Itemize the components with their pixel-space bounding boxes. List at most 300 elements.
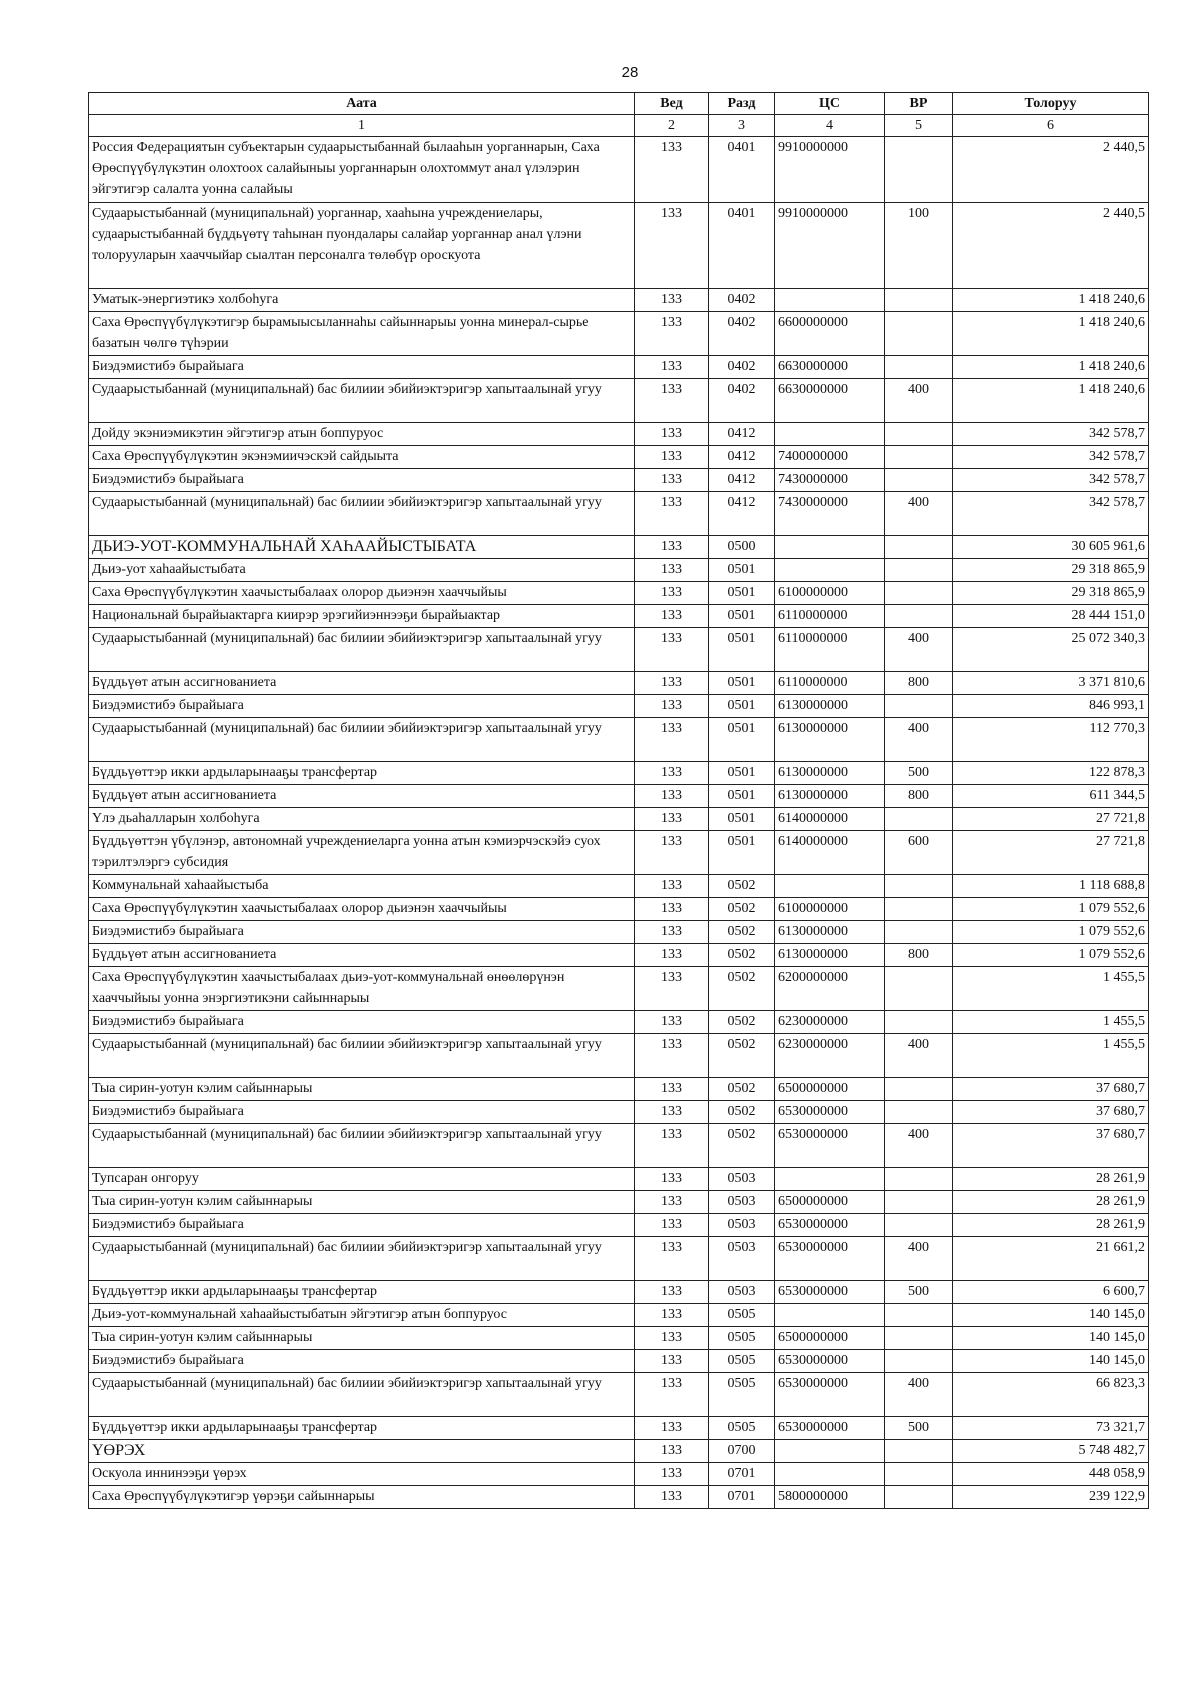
row-amount-cell: 1 079 552,6 (953, 921, 1149, 944)
row-ved-cell: 133 (635, 808, 709, 831)
row-amount-cell: 140 145,0 (953, 1350, 1149, 1373)
row-razd-cell: 0501 (709, 605, 775, 628)
row-name-cell: Саха Өрөспүүбүлүкэтигэр үөрэҕи сайыннарыы (89, 1486, 635, 1509)
row-vr-cell: 400 (885, 492, 953, 536)
row-ved-cell: 133 (635, 762, 709, 785)
row-razd-cell: 0701 (709, 1486, 775, 1509)
header-name: Аата (89, 93, 635, 115)
row-amount-cell: 342 578,7 (953, 423, 1149, 446)
row-name-cell: Бүддьүөт атын ассигнованиета (89, 944, 635, 967)
row-name-cell: Биэдэмистибэ бырайыага (89, 1101, 635, 1124)
row-cs-cell: 7430000000 (775, 469, 885, 492)
row-cs-cell: 6130000000 (775, 785, 885, 808)
row-name-cell: Биэдэмистибэ бырайыага (89, 695, 635, 718)
row-amount-cell: 2 440,5 (953, 203, 1149, 289)
row-razd-cell: 0501 (709, 628, 775, 672)
row-name-cell: Бүддьүөт атын ассигнованиета (89, 785, 635, 808)
row-name-cell: Биэдэмистибэ бырайыага (89, 921, 635, 944)
row-amount-cell: 37 680,7 (953, 1078, 1149, 1101)
row-razd-cell: 0412 (709, 423, 775, 446)
row-razd-cell: 0501 (709, 762, 775, 785)
column-number: 4 (775, 115, 885, 137)
row-amount-cell: 611 344,5 (953, 785, 1149, 808)
row-name-cell: Судаарыстыбаннай (муниципальнай) бас билиии эбийиэктэригэр хапытаалынай угуу (89, 628, 635, 672)
row-razd-cell: 0500 (709, 536, 775, 559)
row-ved-cell: 133 (635, 921, 709, 944)
row-name-cell: Судаарыстыбаннай (муниципальнай) бас билиии эбийиэктэригэр хапытаалынай угуу (89, 492, 635, 536)
row-razd-cell: 0401 (709, 137, 775, 203)
row-name-cell: Россия Федерациятын субъектарын судаарыстыбаннай былааһын уорганнарын, Саха Өрөспүүбүлүкэтин олохтоох салайыныы уорганнарын олохтоммут анал үлэлэрин эйгэтигэр салалта уонна салайыы (89, 137, 635, 203)
row-ved-cell: 133 (635, 1327, 709, 1350)
row-name-cell: Тыа сирин-уотун кэлим сайыннарыы (89, 1078, 635, 1101)
row-vr-cell (885, 695, 953, 718)
table-row (89, 831, 1149, 875)
row-ved-cell: 133 (635, 446, 709, 469)
row-razd-cell: 0503 (709, 1237, 775, 1281)
row-amount-cell: 1 418 240,6 (953, 312, 1149, 356)
row-vr-cell (885, 1440, 953, 1463)
row-ved-cell: 133 (635, 1191, 709, 1214)
row-razd-cell: 0502 (709, 1034, 775, 1078)
row-name-cell: Судаарыстыбаннай (муниципальнай) бас билиии эбийиэктэригэр хапытаалынай угуу (89, 718, 635, 762)
row-cs-cell: 6230000000 (775, 1011, 885, 1034)
row-amount-cell: 27 721,8 (953, 831, 1149, 875)
row-ved-cell: 133 (635, 1011, 709, 1034)
row-vr-cell (885, 1327, 953, 1350)
row-ved-cell: 133 (635, 1304, 709, 1327)
row-name-cell: Оскуола иннинээҕи үөрэх (89, 1463, 635, 1486)
row-amount-cell: 1 455,5 (953, 1011, 1149, 1034)
row-cs-cell: 6100000000 (775, 582, 885, 605)
row-name-cell: Тупсаран онгоруу (89, 1168, 635, 1191)
row-cs-cell: 6530000000 (775, 1417, 885, 1440)
column-number: 6 (953, 115, 1149, 137)
row-amount-cell: 140 145,0 (953, 1327, 1149, 1350)
row-razd-cell: 0505 (709, 1327, 775, 1350)
row-cs-cell: 6130000000 (775, 944, 885, 967)
table-row (89, 559, 1149, 582)
row-vr-cell: 400 (885, 718, 953, 762)
header-vr: ВР (885, 93, 953, 115)
row-cs-cell: 6530000000 (775, 1281, 885, 1304)
row-vr-cell (885, 536, 953, 559)
row-ved-cell: 133 (635, 379, 709, 423)
row-razd-cell: 0402 (709, 312, 775, 356)
row-amount-cell: 122 878,3 (953, 762, 1149, 785)
row-name-cell: Судаарыстыбаннай (муниципальнай) уорганнар, хааһына учреждениелары, судаарыстыбаннай бүддьүөтү таһынан пуондалары салайар уорганнар анал үлэни толорууларын хааччыйар сыалтан персоналга төлөбүр ороскуота (89, 203, 635, 289)
table-row (89, 203, 1149, 289)
row-vr-cell (885, 1486, 953, 1509)
row-cs-cell (775, 423, 885, 446)
row-amount-cell: 1 079 552,6 (953, 898, 1149, 921)
row-vr-cell (885, 1350, 953, 1373)
table-row (89, 1486, 1149, 1509)
row-ved-cell: 133 (635, 1124, 709, 1168)
row-amount-cell: 140 145,0 (953, 1304, 1149, 1327)
row-razd-cell: 0402 (709, 379, 775, 423)
row-ved-cell: 133 (635, 1281, 709, 1304)
row-vr-cell (885, 356, 953, 379)
column-number: 2 (635, 115, 709, 137)
row-ved-cell: 133 (635, 1034, 709, 1078)
table-row (89, 1011, 1149, 1034)
row-amount-cell: 342 578,7 (953, 446, 1149, 469)
row-cs-cell (775, 289, 885, 312)
row-razd-cell: 0412 (709, 469, 775, 492)
row-name-cell: Дьиэ-уот-коммунальнай хаһаайыстыбатын эйгэтигэр атын боппуруос (89, 1304, 635, 1327)
row-ved-cell: 133 (635, 203, 709, 289)
row-cs-cell: 6110000000 (775, 628, 885, 672)
row-vr-cell (885, 289, 953, 312)
row-cs-cell: 6530000000 (775, 1237, 885, 1281)
row-amount-cell: 21 661,2 (953, 1237, 1149, 1281)
row-ved-cell: 133 (635, 469, 709, 492)
row-vr-cell: 800 (885, 672, 953, 695)
row-amount-cell: 1 118 688,8 (953, 875, 1149, 898)
row-vr-cell (885, 808, 953, 831)
row-vr-cell (885, 1304, 953, 1327)
row-cs-cell: 6500000000 (775, 1327, 885, 1350)
row-ved-cell: 133 (635, 695, 709, 718)
row-name-cell: Судаарыстыбаннай (муниципальнай) бас билиии эбийиэктэригэр хапытаалынай угуу (89, 1034, 635, 1078)
table-row (89, 718, 1149, 762)
row-razd-cell: 0502 (709, 1124, 775, 1168)
table-row (89, 1034, 1149, 1078)
row-ved-cell: 133 (635, 312, 709, 356)
row-ved-cell: 133 (635, 944, 709, 967)
page-number: 28 (621, 64, 639, 81)
table-row (89, 446, 1149, 469)
table-row (89, 695, 1149, 718)
table-row (89, 808, 1149, 831)
row-cs-cell (775, 536, 885, 559)
table-row (89, 967, 1149, 1011)
row-name-cell: Дойду экэниэмикэтин эйгэтигэр атын боппуруос (89, 423, 635, 446)
row-vr-cell (885, 967, 953, 1011)
row-vr-cell: 400 (885, 1124, 953, 1168)
row-cs-cell: 6130000000 (775, 695, 885, 718)
row-amount-cell: 37 680,7 (953, 1101, 1149, 1124)
row-name-cell: Саха Өрөспүүбүлүкэтин экэнэмиичэскэй сайдыыта (89, 446, 635, 469)
row-razd-cell: 0701 (709, 1463, 775, 1486)
header-ved: Вед (635, 93, 709, 115)
row-cs-cell: 6530000000 (775, 1350, 885, 1373)
row-ved-cell: 133 (635, 356, 709, 379)
row-ved-cell: 133 (635, 1486, 709, 1509)
row-cs-cell: 9910000000 (775, 137, 885, 203)
row-amount-cell: 28 261,9 (953, 1191, 1149, 1214)
row-name-cell: Бүддьүөттэн үбүлэнэр, автономнай учреждениеларга уонна атын кэмиэрчэскэйэ суох тэрилтэлэргэ субсидия (89, 831, 635, 875)
table-row (89, 469, 1149, 492)
column-number: 5 (885, 115, 953, 137)
row-razd-cell: 0502 (709, 921, 775, 944)
row-ved-cell: 133 (635, 1101, 709, 1124)
row-razd-cell: 0505 (709, 1417, 775, 1440)
table-row (89, 762, 1149, 785)
row-vr-cell: 400 (885, 1237, 953, 1281)
row-name-cell: Саха Өрөспүүбүлүкэтин хаачыстыбалаах олорор дьиэнэн хааччыйыы (89, 898, 635, 921)
row-razd-cell: 0502 (709, 1078, 775, 1101)
table-row (89, 605, 1149, 628)
row-ved-cell: 133 (635, 1373, 709, 1417)
row-name-cell: Бүддьүөттэр икки ардыларынааҕы трансфертар (89, 1417, 635, 1440)
budget-table (88, 92, 1149, 1509)
table-row (89, 1191, 1149, 1214)
row-cs-cell: 6140000000 (775, 831, 885, 875)
row-name-cell: Биэдэмистибэ бырайыага (89, 469, 635, 492)
row-amount-cell: 37 680,7 (953, 1124, 1149, 1168)
row-amount-cell: 448 058,9 (953, 1463, 1149, 1486)
row-cs-cell: 6630000000 (775, 379, 885, 423)
row-amount-cell: 25 072 340,3 (953, 628, 1149, 672)
column-number: 1 (89, 115, 635, 137)
row-vr-cell (885, 137, 953, 203)
row-cs-cell: 7430000000 (775, 492, 885, 536)
row-cs-cell: 6530000000 (775, 1373, 885, 1417)
table-row (89, 423, 1149, 446)
row-ved-cell: 133 (635, 582, 709, 605)
row-ved-cell: 133 (635, 559, 709, 582)
row-amount-cell: 1 455,5 (953, 967, 1149, 1011)
row-razd-cell: 0401 (709, 203, 775, 289)
row-name-cell: Судаарыстыбаннай (муниципальнай) бас билиии эбийиэктэригэр хапытаалынай угуу (89, 1124, 635, 1168)
row-cs-cell (775, 1168, 885, 1191)
row-name-cell: Биэдэмистибэ бырайыага (89, 356, 635, 379)
row-cs-cell: 6130000000 (775, 762, 885, 785)
row-amount-cell: 29 318 865,9 (953, 582, 1149, 605)
row-ved-cell: 133 (635, 831, 709, 875)
row-amount-cell: 1 418 240,6 (953, 356, 1149, 379)
row-cs-cell: 6530000000 (775, 1214, 885, 1237)
row-razd-cell: 0503 (709, 1214, 775, 1237)
table-row (89, 1327, 1149, 1350)
row-ved-cell: 133 (635, 1463, 709, 1486)
table-body (89, 137, 1149, 1509)
table-row (89, 1463, 1149, 1486)
row-vr-cell (885, 312, 953, 356)
row-vr-cell (885, 1463, 953, 1486)
row-ved-cell: 133 (635, 1168, 709, 1191)
table-row (89, 1214, 1149, 1237)
row-vr-cell: 100 (885, 203, 953, 289)
row-razd-cell: 0501 (709, 559, 775, 582)
row-vr-cell (885, 559, 953, 582)
row-vr-cell: 400 (885, 379, 953, 423)
row-razd-cell: 0501 (709, 718, 775, 762)
table-row (89, 944, 1149, 967)
table-row (89, 1168, 1149, 1191)
row-amount-cell: 1 079 552,6 (953, 944, 1149, 967)
row-cs-cell: 6530000000 (775, 1124, 885, 1168)
row-name-cell: Дьиэ-уот хаһаайыстыбата (89, 559, 635, 582)
row-ved-cell: 133 (635, 718, 709, 762)
row-ved-cell: 133 (635, 672, 709, 695)
row-vr-cell (885, 1214, 953, 1237)
row-amount-cell: 28 261,9 (953, 1214, 1149, 1237)
row-razd-cell: 0501 (709, 582, 775, 605)
row-ved-cell: 133 (635, 1350, 709, 1373)
row-name-cell: ҮӨРЭХ (89, 1440, 635, 1463)
row-razd-cell: 0502 (709, 898, 775, 921)
row-name-cell: Тыа сирин-уотун кэлим сайыннарыы (89, 1191, 635, 1214)
row-ved-cell: 133 (635, 1214, 709, 1237)
row-amount-cell: 2 440,5 (953, 137, 1149, 203)
table-row (89, 1350, 1149, 1373)
row-name-cell: Биэдэмистибэ бырайыага (89, 1011, 635, 1034)
row-name-cell: Бүддьүөт атын ассигнованиета (89, 672, 635, 695)
row-razd-cell: 0503 (709, 1168, 775, 1191)
row-name-cell: ДЬИЭ-УОТ-КОММУНАЛЬНАЙ ХАҺААЙЫСТЫБАТА (89, 536, 635, 559)
table-row (89, 1078, 1149, 1101)
row-amount-cell: 846 993,1 (953, 695, 1149, 718)
row-ved-cell: 133 (635, 492, 709, 536)
row-razd-cell: 0402 (709, 356, 775, 379)
row-razd-cell: 0402 (709, 289, 775, 312)
row-amount-cell: 1 455,5 (953, 1034, 1149, 1078)
row-cs-cell: 5800000000 (775, 1486, 885, 1509)
row-name-cell: Саха Өрөспүүбүлүкэтин хаачыстыбалаах олорор дьиэнэн хааччыйыы (89, 582, 635, 605)
row-amount-cell: 30 605 961,6 (953, 536, 1149, 559)
row-cs-cell (775, 559, 885, 582)
row-vr-cell (885, 921, 953, 944)
table-row (89, 921, 1149, 944)
row-cs-cell: 6100000000 (775, 898, 885, 921)
row-razd-cell: 0505 (709, 1350, 775, 1373)
row-vr-cell (885, 1101, 953, 1124)
table-row (89, 312, 1149, 356)
row-amount-cell: 1 418 240,6 (953, 379, 1149, 423)
row-cs-cell: 9910000000 (775, 203, 885, 289)
row-razd-cell: 0412 (709, 446, 775, 469)
row-vr-cell: 400 (885, 628, 953, 672)
row-vr-cell: 500 (885, 762, 953, 785)
table-row (89, 1124, 1149, 1168)
table-row (89, 1237, 1149, 1281)
row-amount-cell: 342 578,7 (953, 492, 1149, 536)
row-cs-cell: 6130000000 (775, 921, 885, 944)
row-razd-cell: 0412 (709, 492, 775, 536)
row-name-cell: Биэдэмистибэ бырайыага (89, 1350, 635, 1373)
row-name-cell: Коммунальнай хаһаайыстыба (89, 875, 635, 898)
column-number-row (89, 115, 1149, 137)
row-vr-cell (885, 469, 953, 492)
row-amount-cell: 27 721,8 (953, 808, 1149, 831)
row-vr-cell: 800 (885, 944, 953, 967)
row-cs-cell: 6500000000 (775, 1078, 885, 1101)
row-razd-cell: 0502 (709, 967, 775, 1011)
row-amount-cell: 239 122,9 (953, 1486, 1149, 1509)
table-row (89, 785, 1149, 808)
table-row (89, 1417, 1149, 1440)
row-cs-cell: 6530000000 (775, 1101, 885, 1124)
row-razd-cell: 0505 (709, 1373, 775, 1417)
row-cs-cell: 6200000000 (775, 967, 885, 1011)
row-cs-cell: 6500000000 (775, 1191, 885, 1214)
row-razd-cell: 0501 (709, 808, 775, 831)
row-vr-cell (885, 1011, 953, 1034)
row-ved-cell: 133 (635, 423, 709, 446)
row-razd-cell: 0501 (709, 695, 775, 718)
row-amount-cell: 1 418 240,6 (953, 289, 1149, 312)
table-row (89, 289, 1149, 312)
row-vr-cell (885, 423, 953, 446)
row-amount-cell: 28 261,9 (953, 1168, 1149, 1191)
row-vr-cell (885, 1078, 953, 1101)
row-razd-cell: 0502 (709, 1101, 775, 1124)
row-razd-cell: 0503 (709, 1191, 775, 1214)
row-name-cell: Үлэ дьаһалларын холбоһуга (89, 808, 635, 831)
row-razd-cell: 0502 (709, 944, 775, 967)
table-row (89, 492, 1149, 536)
row-razd-cell: 0501 (709, 831, 775, 875)
row-ved-cell: 133 (635, 605, 709, 628)
row-name-cell: Уматык-энергиэтикэ холбоһуга (89, 289, 635, 312)
row-ved-cell: 133 (635, 1417, 709, 1440)
header-cs: ЦС (775, 93, 885, 115)
row-vr-cell (885, 1168, 953, 1191)
header-razd: Разд (709, 93, 775, 115)
row-cs-cell: 6110000000 (775, 605, 885, 628)
row-vr-cell: 600 (885, 831, 953, 875)
row-vr-cell: 400 (885, 1373, 953, 1417)
row-amount-cell: 28 444 151,0 (953, 605, 1149, 628)
table-row (89, 1373, 1149, 1417)
row-vr-cell: 500 (885, 1281, 953, 1304)
row-vr-cell (885, 446, 953, 469)
row-vr-cell (885, 898, 953, 921)
table-header-row (89, 93, 1149, 115)
row-ved-cell: 133 (635, 898, 709, 921)
row-amount-cell: 6 600,7 (953, 1281, 1149, 1304)
row-vr-cell (885, 605, 953, 628)
row-ved-cell: 133 (635, 289, 709, 312)
table-row (89, 379, 1149, 423)
row-name-cell: Биэдэмистибэ бырайыага (89, 1214, 635, 1237)
table-row (89, 582, 1149, 605)
row-ved-cell: 133 (635, 1237, 709, 1281)
row-ved-cell: 133 (635, 628, 709, 672)
table-row (89, 536, 1149, 559)
row-name-cell: Судаарыстыбаннай (муниципальнай) бас билиии эбийиэктэригэр хапытаалынай угуу (89, 1237, 635, 1281)
row-ved-cell: 133 (635, 785, 709, 808)
row-cs-cell: 6110000000 (775, 672, 885, 695)
row-amount-cell: 29 318 865,9 (953, 559, 1149, 582)
row-ved-cell: 133 (635, 1078, 709, 1101)
row-name-cell: Судаарыстыбаннай (муниципальнай) бас билиии эбийиэктэригэр хапытаалынай угуу (89, 379, 635, 423)
table-row (89, 875, 1149, 898)
row-amount-cell: 112 770,3 (953, 718, 1149, 762)
row-razd-cell: 0505 (709, 1304, 775, 1327)
row-name-cell: Бүддьүөттэр икки ардыларынааҕы трансфертар (89, 1281, 635, 1304)
row-amount-cell: 3 371 810,6 (953, 672, 1149, 695)
row-amount-cell: 73 321,7 (953, 1417, 1149, 1440)
row-name-cell: Саха Өрөспүүбүлүкэтигэр бырамыысыланнаһы сайыннарыы уонна минерал-сырье базатын чөлгө түһэрии (89, 312, 635, 356)
table-row (89, 1281, 1149, 1304)
table-row (89, 672, 1149, 695)
table-row (89, 1304, 1149, 1327)
table-row (89, 628, 1149, 672)
row-ved-cell: 133 (635, 875, 709, 898)
row-cs-cell: 6600000000 (775, 312, 885, 356)
row-cs-cell: 6230000000 (775, 1034, 885, 1078)
row-name-cell: Бүддьүөттэр икки ардыларынааҕы трансфертар (89, 762, 635, 785)
row-razd-cell: 0502 (709, 875, 775, 898)
row-amount-cell: 5 748 482,7 (953, 1440, 1149, 1463)
row-name-cell: Национальнай бырайыактарга киирэр эрэгийиэннээҕи бырайыактар (89, 605, 635, 628)
row-vr-cell: 400 (885, 1034, 953, 1078)
row-vr-cell: 500 (885, 1417, 953, 1440)
table-row (89, 356, 1149, 379)
